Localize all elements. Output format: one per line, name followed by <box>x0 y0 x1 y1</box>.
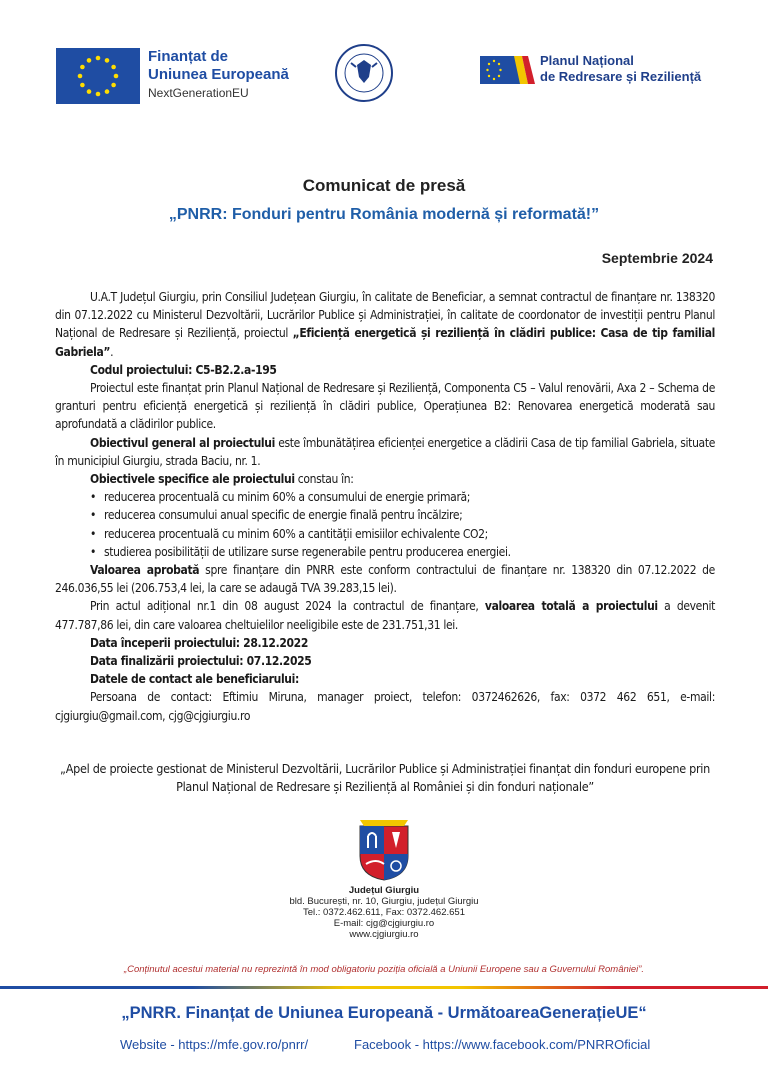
press-body <box>55 288 715 725</box>
contact-details: Persoana de contact: Eftimiu Miruna, manager proiect, telefon: 0372462626, fax: 0372 462 651, e-mail: cjgiurgiu@gmail.com, cjg@cjgiurgiu.ro <box>55 690 715 723</box>
pnrr-line2: de Redresare și Reziliență <box>540 69 702 84</box>
tricolor-divider <box>0 986 768 989</box>
page-title: Comunicat de presă <box>302 176 466 195</box>
footer-title: „PNRR. Finanțat de Uniunea Europeană - UrmătoareaGenerațieUE“ <box>121 1004 647 1022</box>
intro-end: . <box>110 344 114 359</box>
press-date: Septembrie 2024 <box>601 250 713 266</box>
government-seal-icon <box>334 43 394 103</box>
list-item: • reducerea procentuală cu minim 60% a consumului de energie primară; <box>90 490 471 505</box>
eu-line1: Finanțat de <box>148 48 229 65</box>
eu-funding-text <box>148 48 289 102</box>
facebook-link[interactable]: Facebook - https://www.facebook.com/PNRROficial <box>354 1037 651 1052</box>
eu-flag-icon <box>56 48 140 104</box>
giurgiu-coat-of-arms-icon <box>356 818 412 882</box>
paragraph-objective <box>55 434 715 470</box>
list-item: • reducerea procentuală cu minim 60% a cantității emisiilor echivalente CO2; <box>90 526 488 541</box>
page-subtitle: „PNRR: Fonduri pentru România modernă și reformată!” <box>168 206 600 223</box>
pnrr-flag-icon <box>478 52 536 88</box>
address-line: bld. București, nr. 10, Giurgiu, județul Giurgiu <box>289 896 479 907</box>
address-block <box>0 885 768 940</box>
header <box>0 40 768 120</box>
objective-text: este îmbunătățirea eficienței energetice a clădirii Casa de tip familial Gabriela, situate în municipiul Giurgiu, strada Baciu, nr. 1. <box>55 435 715 468</box>
intro-text: U.A.T Județul Giurgiu, prin Consiliul Județean Giurgiu, în calitate de Beneficiar, a semnat contractul de finanțare nr. 138320 din 07.12.2022 cu Ministerul Dezvoltării, Lucrărilor Publice și Administrației, în calitate de coordonator de investiții pentru Planul Național de Redresare și Reziliență, proiectul <box>55 290 715 341</box>
list-item: • reducerea consumului anual specific de energie finală pentru încălzire; <box>90 508 463 523</box>
pnrr-text <box>540 53 701 85</box>
project-code-text: Codul proiectului: C5-B2.2.a-195 <box>90 362 277 377</box>
list-item: • studierea posibilității de utilizare surse regenerabile pentru producerea energiei. <box>90 544 511 559</box>
funding-quote: „Apel de proiecte gestionat de Ministerul Dezvoltării, Lucrărilor Publice și Administrației finanțat din fonduri europene prin Planul Național de Redresare și Reziliență al României și din fonduri naționale” <box>60 761 710 794</box>
paragraph-value <box>55 561 715 597</box>
total-value-label: valoarea totală a proiectului <box>484 599 658 614</box>
paragraph-intro <box>55 288 715 361</box>
eu-line3: NextGenerationEU <box>148 86 249 100</box>
paragraph-addendum: Prin actul adițional nr.1 din 08 august 2024 la contractul de finanțare, valoarea totală a proiectului a devenit 477.787,86 lei, din care valoarea cheltuielilor neeligibile este de 231.751,31 lei. <box>55 599 716 632</box>
value-text: spre finanțare din PNRR este conform contractului de finanțare nr. 138320 din 07.12.2022 de 246.036,55 lei (206.753,4 lei, la care se adaugă TVA 39.283,15 lei). <box>55 563 715 596</box>
address-email: E-mail: cjg@cjgiurgiu.ro <box>333 918 435 929</box>
county-name: Județul Giurgiu <box>348 885 420 896</box>
specific-label: Obiectivele specifice ale proiectului <box>90 472 295 487</box>
paragraph-funding: Proiectul este finanțat prin Planul Național de Redresare și Reziliență, Componenta C5 – Valul renovării, Axa 2 – Schema de granturi pentru eficiență energetică și reziliență în clădiri publice, Operațiunea B2: Renovarea energetică moderată sau aprofundată a clădirilor publice. <box>55 381 715 432</box>
end-date: Data finalizării proiectului: 07.12.2025 <box>90 654 312 669</box>
disclaimer: „Conținutul acestui material nu reprezintă în mod obligatoriu poziția oficială a Uniunii Europene sau a Guvernului României”. <box>123 964 645 975</box>
eu-line2: Uniunea Europeană <box>148 66 289 83</box>
address-phone: Tel.: 0372.462.611, Fax: 0372.462.651 <box>303 907 465 918</box>
specific-text: constau în: <box>294 472 354 487</box>
contact-title: Datele de contact ale beneficiarului: <box>90 672 299 687</box>
project-code <box>55 361 715 379</box>
value-label: Valoarea aprobată <box>90 563 200 578</box>
project-name: „Eficiență energetică și reziliență în clădiri publice: Casa de tip familial Gabriela” <box>55 326 715 359</box>
address-website: www.cjgiurgiu.ro <box>349 929 419 940</box>
paragraph-specific <box>55 470 715 488</box>
objective-label: Obiectivul general al proiectului <box>90 435 275 450</box>
pnrr-line1: Planul Național <box>540 53 634 68</box>
website-link[interactable]: Website - https://mfe.gov.ro/pnrr/ <box>120 1037 309 1052</box>
start-date: Data începerii proiectului: 28.12.2022 <box>90 635 308 650</box>
